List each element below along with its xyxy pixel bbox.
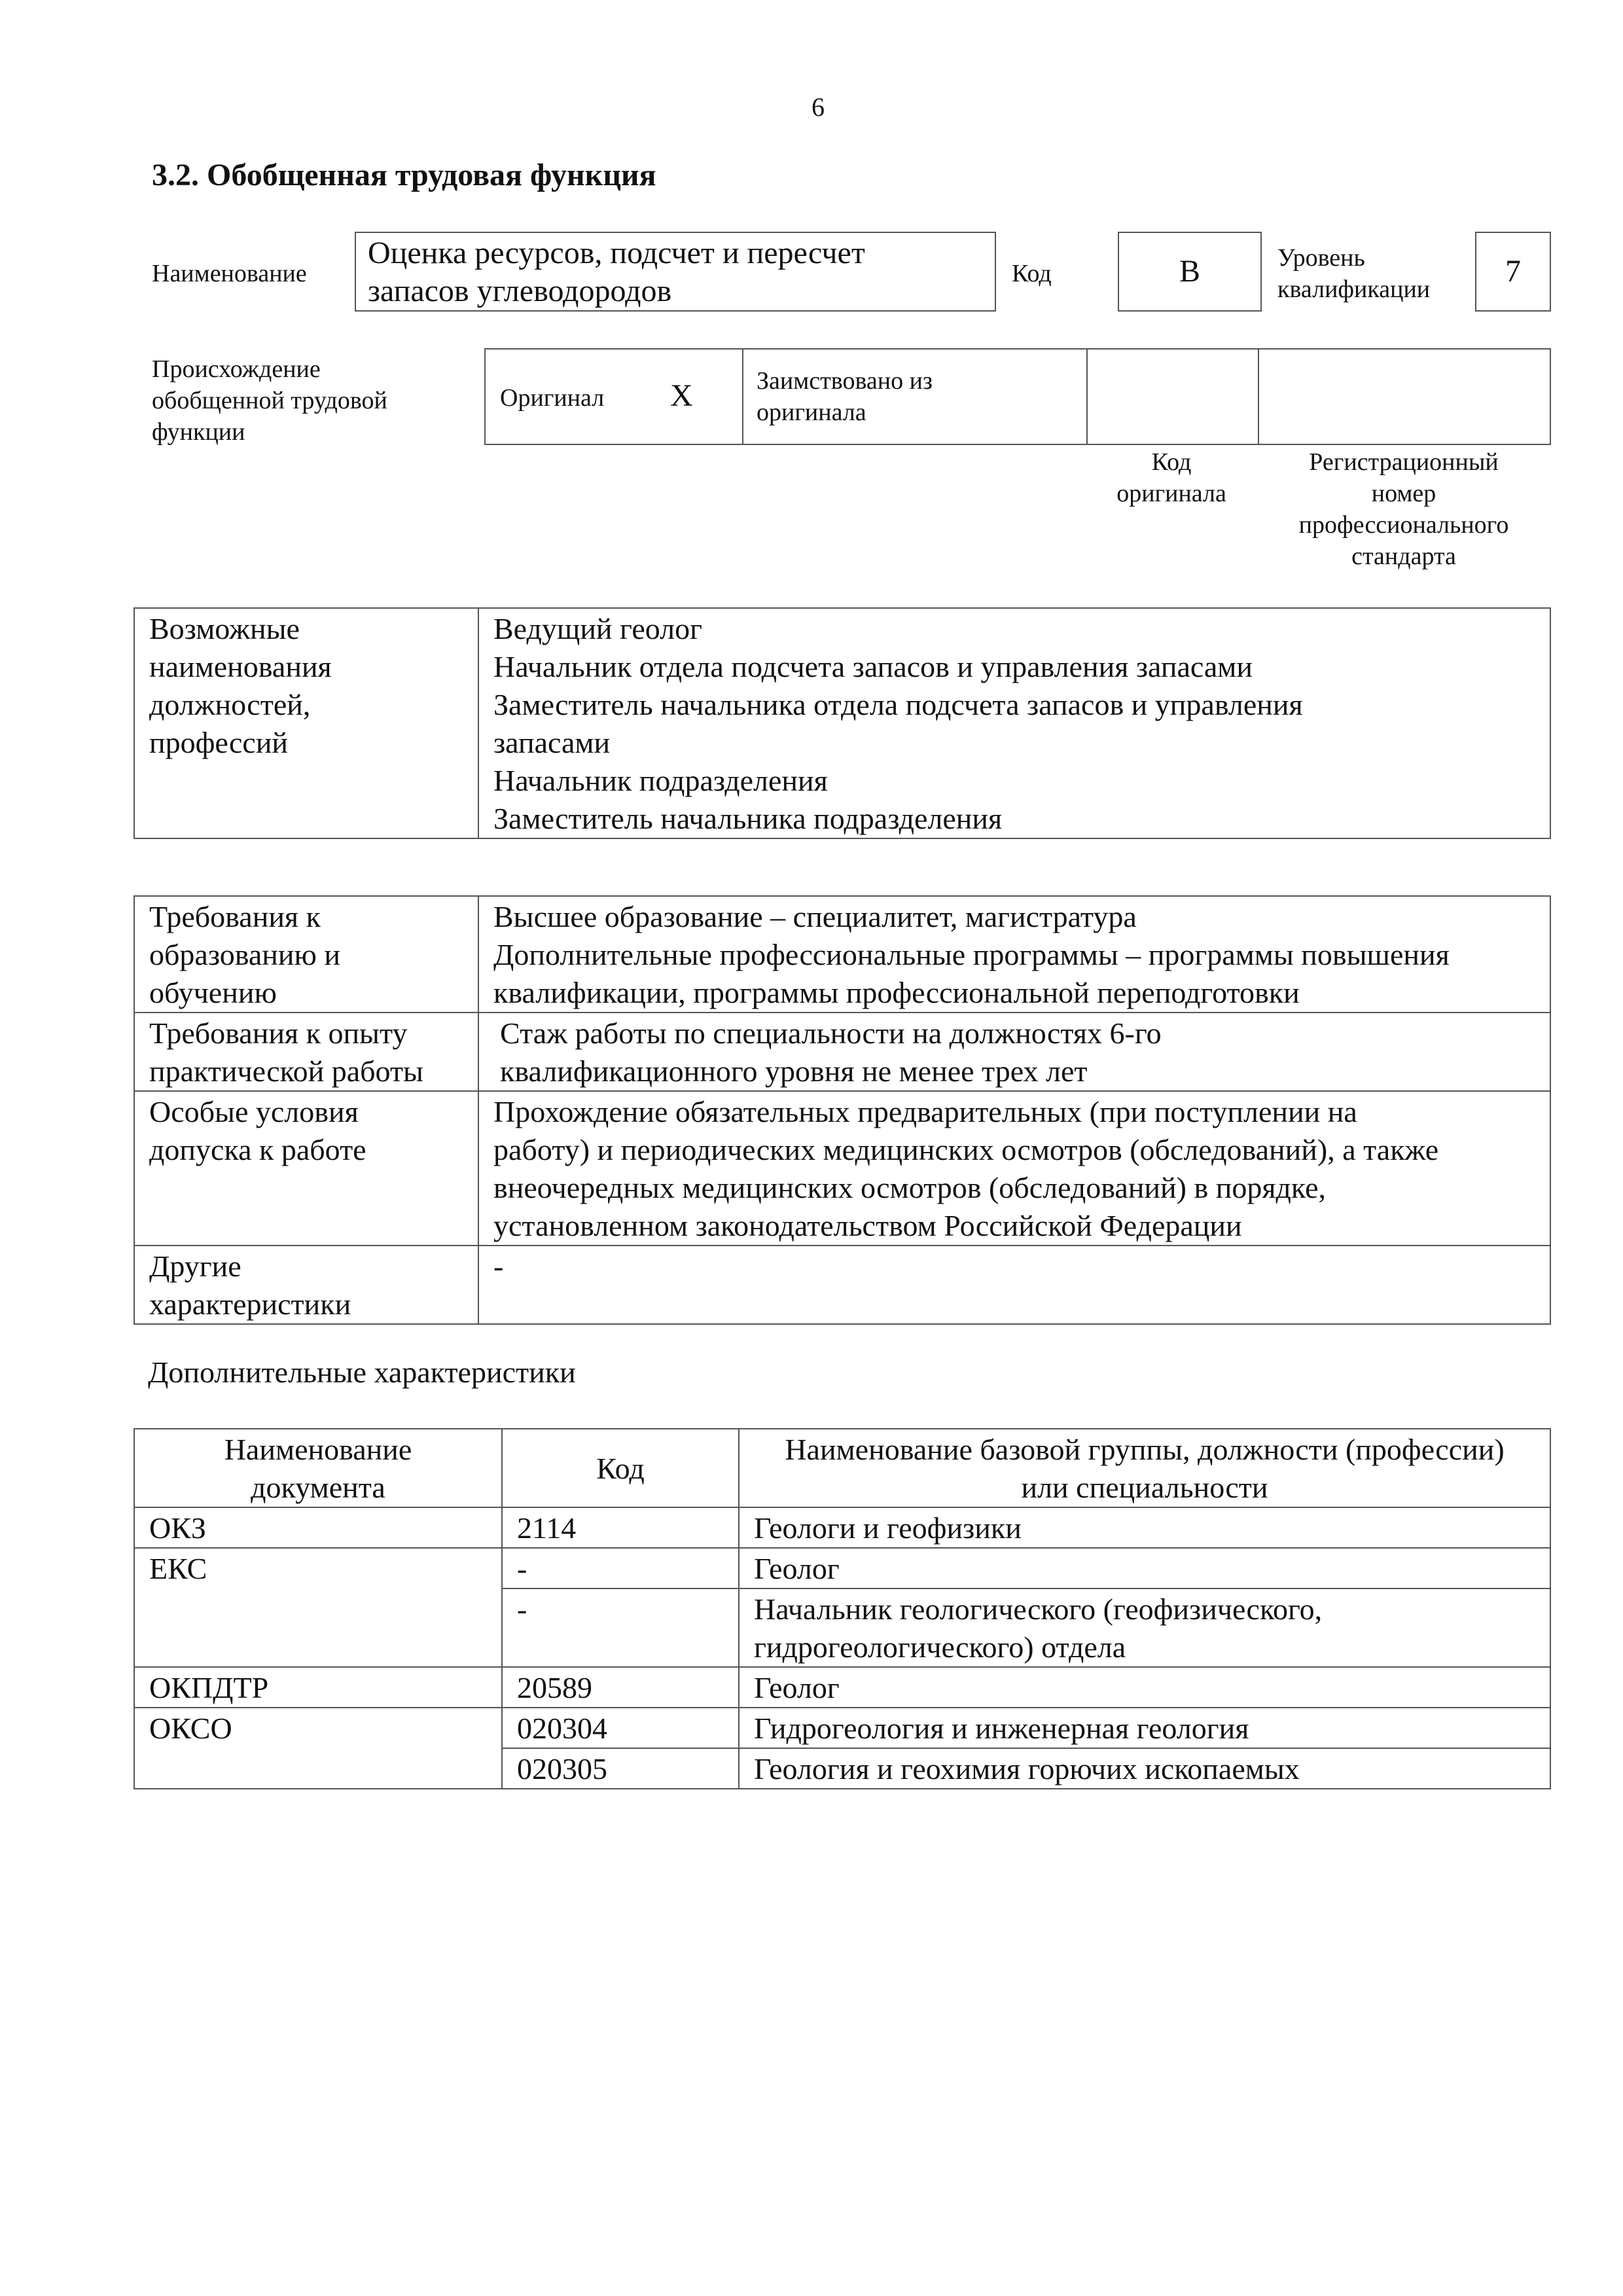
value-line: квалификации, программы профессиональной переподготовки [493, 976, 1300, 1009]
label-line: обучению [149, 976, 277, 1009]
table-row [134, 1507, 1550, 1548]
label-line: наименования [149, 650, 332, 683]
table-row [134, 608, 1550, 838]
positions-value [478, 608, 1550, 838]
origin-label-line: обобщенной трудовой [152, 387, 387, 414]
education-label [134, 896, 478, 1013]
origin-label [152, 353, 387, 448]
table-row [134, 1667, 1550, 1708]
value-line: Дополнительные профессиональные программы – программы повышения [493, 938, 1450, 971]
origin-table [484, 348, 1551, 445]
table-row [134, 1708, 1550, 1748]
table-row [134, 1246, 1550, 1324]
label-line: профессий [149, 726, 289, 759]
row-name-line: Начальник геологического (геофизического, [754, 1592, 1323, 1626]
row-code: - [502, 1548, 739, 1588]
reg-caption-line: номер [1371, 480, 1436, 507]
page-number: 6 [812, 92, 825, 122]
code-label: Код [1012, 260, 1052, 287]
value-line: запасами [493, 726, 611, 759]
naming-label: Наименование [152, 260, 307, 287]
original-mark: X [670, 378, 693, 413]
positions-table [134, 607, 1551, 839]
additional-table [134, 1428, 1551, 1789]
header-line: документа [251, 1471, 385, 1504]
borrowed-label-line: Заимствовано из [757, 367, 933, 395]
row-name: Гидрогеология и инженерная геология [739, 1708, 1550, 1748]
code-caption-line: оригинала [1116, 480, 1226, 507]
positions-label [134, 608, 478, 838]
value-line: Начальник подразделения [493, 764, 828, 797]
header-name [739, 1429, 1550, 1507]
label-line: должностей, [149, 688, 311, 721]
row-code: 20589 [502, 1667, 739, 1708]
value-line: работу) и периодических медицинских осмотров (обследований), а также [493, 1133, 1439, 1166]
reg-caption-line: профессионального [1298, 511, 1509, 539]
value-line: Заместитель начальника отдела подсчета запасов и управления [493, 688, 1303, 721]
row-doc: ОКЗ [134, 1507, 502, 1548]
header-line: Наименование [224, 1433, 412, 1466]
level-label-line: квалификации [1277, 276, 1431, 303]
code-value-box: В [1118, 232, 1262, 312]
experience-label [134, 1013, 478, 1091]
code-original-caption [1086, 446, 1257, 509]
naming-value-box [355, 232, 996, 312]
row-name: Геолог [739, 1548, 1550, 1588]
origin-label-line: функции [152, 418, 245, 446]
level-label-line: Уровень [1277, 244, 1365, 272]
row-name [739, 1588, 1550, 1667]
label-line: Возможные [149, 612, 300, 645]
additional-title: Дополнительные характеристики [148, 1355, 576, 1389]
special-conditions-value [478, 1091, 1550, 1246]
naming-value-line: Оценка ресурсов, подсчет и пересчет [368, 236, 865, 270]
value-line: Заместитель начальника подразделения [493, 802, 1003, 835]
label-line: Требования к опыту [149, 1016, 408, 1050]
label-line: практической работы [149, 1054, 423, 1088]
row-code: - [502, 1588, 739, 1667]
row-doc: ОКПДТР [134, 1667, 502, 1708]
origin-label-line: Происхождение [152, 355, 321, 383]
other-value [478, 1246, 1550, 1324]
table-row [134, 1091, 1550, 1246]
education-value [478, 896, 1550, 1013]
row-name: Геология и геохимия горючих ископаемых [739, 1748, 1550, 1789]
label-line: Требования к [149, 900, 321, 933]
row-name: Геологи и геофизики [739, 1507, 1550, 1548]
borrowed-label [757, 365, 933, 428]
label-line: допуска к работе [149, 1133, 366, 1166]
header-doc [134, 1429, 502, 1507]
reg-caption-line: стандарта [1351, 543, 1456, 570]
level-label [1277, 242, 1430, 305]
value-line: Ведущий геолог [493, 612, 702, 645]
row-doc: ЕКС [134, 1548, 502, 1667]
value-line: Стаж работы по специальности на должностях 6-го [500, 1016, 1162, 1050]
label-line: Другие [149, 1249, 241, 1283]
code-caption-line: Код [1151, 448, 1192, 476]
original-label: Оригинал [500, 384, 605, 412]
value-line: Высшее образование – специалитет, магистратура [493, 900, 1137, 933]
value-line: Прохождение обязательных предварительных (при поступлении на [493, 1095, 1357, 1128]
experience-value [478, 1013, 1550, 1091]
row-name-line: гидрогеологического) отдела [754, 1630, 1126, 1664]
label-line: характеристики [149, 1287, 351, 1321]
row-name: Геолог [739, 1667, 1550, 1708]
header-line: Наименование базовой группы, должности (профессии) [785, 1433, 1505, 1466]
reg-caption-line: Регистрационный [1309, 448, 1499, 476]
value-line: квалификационного уровня не менее трех лет [500, 1054, 1088, 1088]
requirements-table [134, 895, 1551, 1325]
header-line: или специальности [1021, 1471, 1268, 1504]
table-header-row [134, 1429, 1550, 1507]
level-value-box: 7 [1475, 232, 1551, 312]
table-row [134, 1013, 1550, 1091]
row-doc: ОКСО [134, 1708, 502, 1789]
reg-number-caption [1257, 446, 1551, 572]
special-conditions-label [134, 1091, 478, 1246]
value-line: Начальник отдела подсчета запасов и управления запасами [493, 650, 1253, 683]
label-line: Особые условия [149, 1095, 359, 1128]
value-line: внеочередных медицинских осмотров (обследований) в порядке, [493, 1171, 1327, 1204]
header-code: Код [502, 1429, 739, 1507]
row-code: 020304 [502, 1708, 739, 1748]
table-row [134, 1548, 1550, 1588]
value-line: установленном законодательством Российской Федерации [493, 1209, 1242, 1242]
section-title: 3.2. Обобщенная трудовая функция [152, 158, 656, 192]
row-code: 2114 [502, 1507, 739, 1548]
row-code: 020305 [502, 1748, 739, 1789]
table-row [134, 896, 1550, 1013]
borrowed-label-line: оригинала [757, 399, 866, 426]
other-label [134, 1246, 478, 1324]
label-line: образованию и [149, 938, 340, 971]
naming-value-line: запасов углеводородов [368, 274, 672, 308]
value-line: - [493, 1249, 504, 1283]
